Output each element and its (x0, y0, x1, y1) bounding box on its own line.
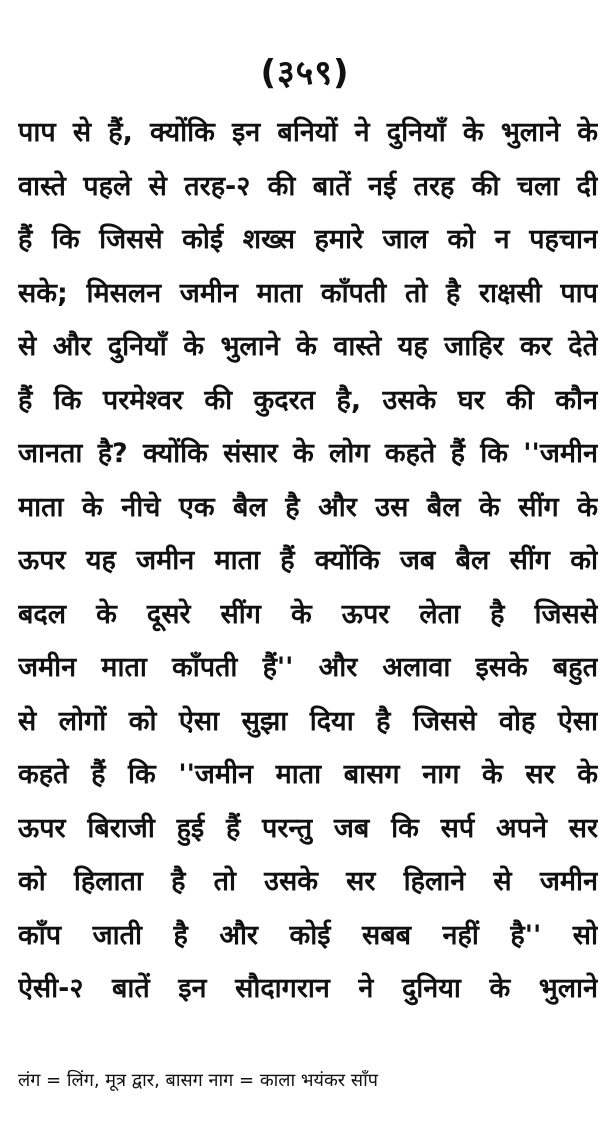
text-line-5: से और दुनियाँ के भुलाने के वास्ते यह जाहिर कर देते (18, 331, 598, 362)
text-line-3: हैं कि जिससे कोई शख्स हमारे जाल को न पहचान (18, 224, 598, 255)
footnote: लंग = लिंग, मूत्र द्वार, बासग नाग = काला भयंकर साँप (18, 1070, 378, 1091)
page-body-text (18, 106, 598, 1016)
text-line-4: सके; मिसलन जमीन माता काँपती तो है राक्षसी पाप (18, 277, 598, 309)
text-line-14: ऊपर बिराजी हुई हैं परन्तु जब कि सर्प अपने सर (18, 812, 598, 844)
text-line-16: काँप जाती है और कोई सबब नहीं है'' सो (18, 919, 598, 951)
text-line-2: वास्ते पहले से तरह-२ की बातें नई तरह की चला दी (18, 170, 598, 202)
text-line-1: पाप से हैं, क्योंकि इन बनियों ने दुनियाँ के भुलाने के (18, 117, 598, 148)
text-line-6: हैं कि परमेश्वर की कुदरत है, उसके घर की कौन (18, 384, 598, 416)
page-number: (३५९) (260, 53, 350, 93)
text-line-15: को हिलाता है तो उसके सर हिलाने से जमीन (18, 866, 598, 897)
text-line-8: माता के नीचे एक बैल है और उस बैल के सींग के (18, 491, 598, 523)
text-line-11: जमीन माता काँपती हैं'' और अलावा इसके बहुत (18, 652, 598, 683)
text-line-9: ऊपर यह जमीन माता हैं क्योंकि जब बैल सींग को (18, 545, 598, 576)
text-line-13: कहते हैं कि ''जमीन माता बासग नाग के सर के (18, 759, 598, 790)
text-line-7: जानता है? क्योंकि संसार के लोग कहते हैं कि ''जमीन (18, 438, 598, 469)
text-line-10: बदल के दूसरे सींग के ऊपर लेता है जिससे (18, 598, 598, 630)
text-line-12: से लोगों को ऐसा सुझा दिया है जिससे वोह ऐसा (18, 705, 598, 737)
text-line-17: ऐसी-२ बातें इन सौदागरान ने दुनिया के भुलाने (18, 973, 598, 1004)
